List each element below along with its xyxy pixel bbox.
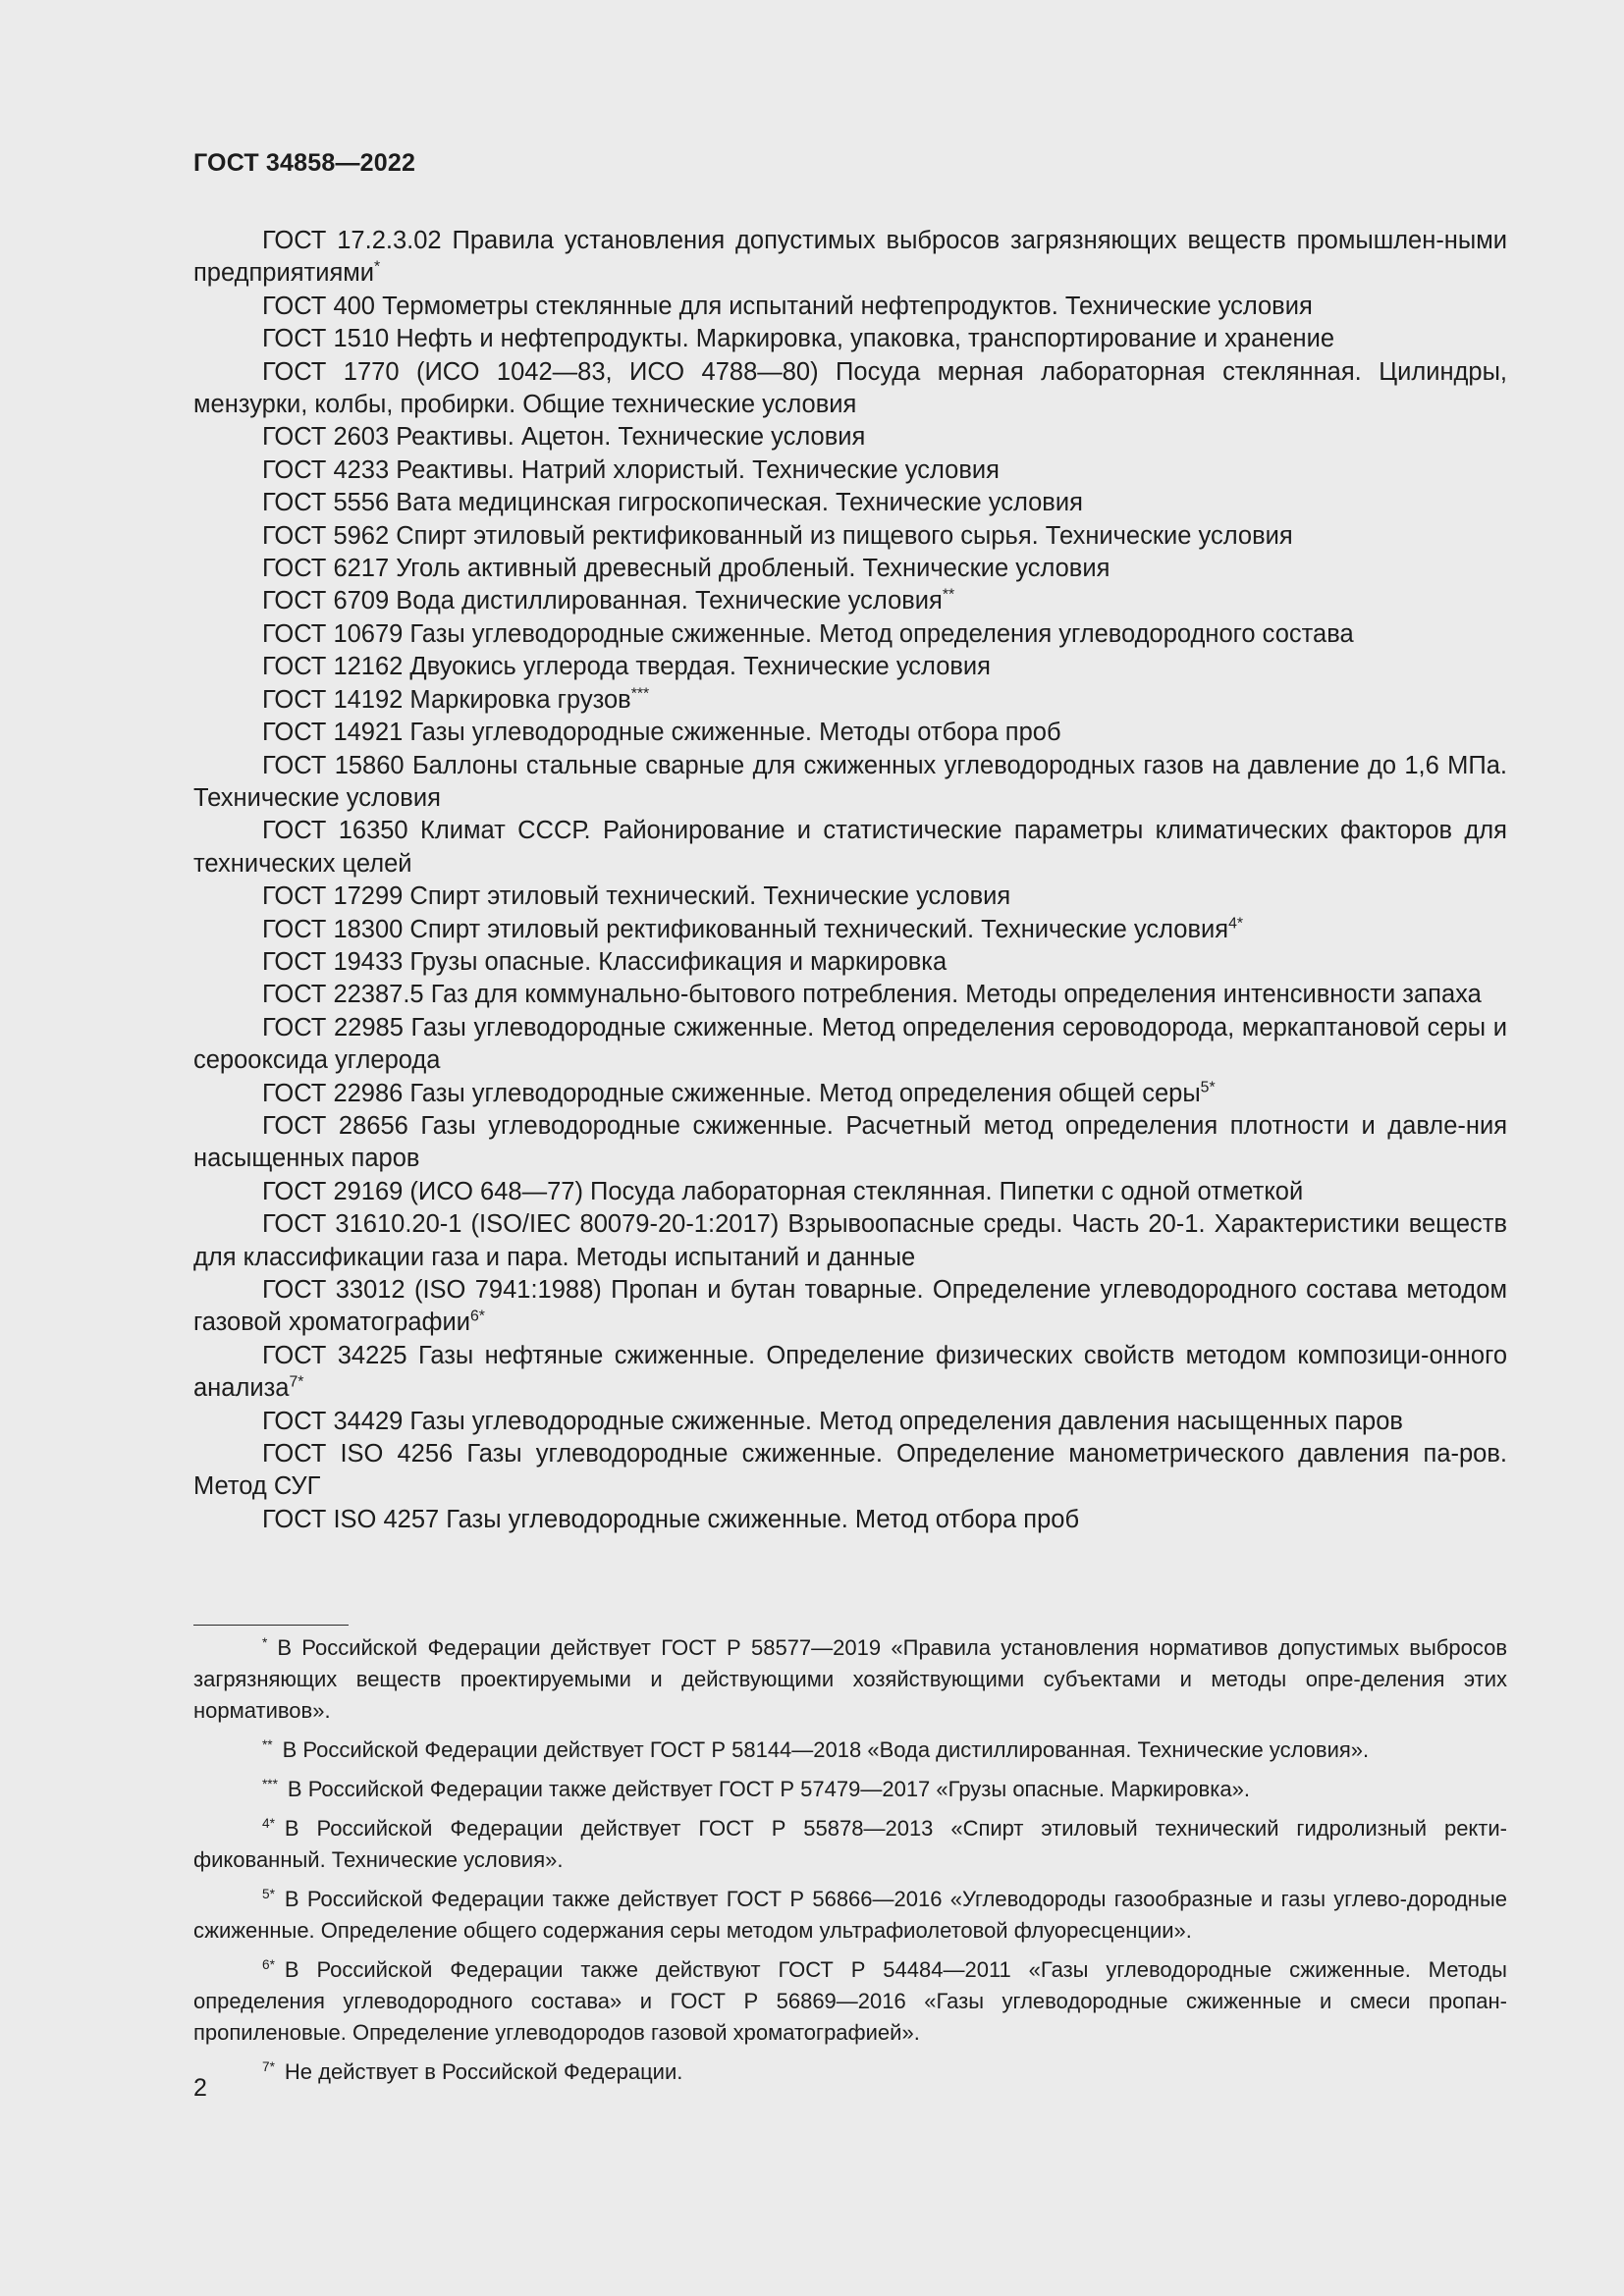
reference-item [193,1340,1507,1406]
footnote-mark: 4* [1228,915,1244,933]
footnote-mark: 6* [262,1956,275,1972]
footnote-item [193,1735,1507,1766]
reference-text: ГОСТ 10679 Газы углеводородные сжиженные. Метод определения углеводородного состава [262,619,1354,648]
footnote-mark: 5* [1200,1079,1216,1096]
reference-item [193,1078,1507,1110]
reference-text: ГОСТ 22985 Газы углеводородные сжиженные. Метод определения сероводорода, меркаптановой серы и серооксида углерода [193,1013,1507,1075]
reference-text: ГОСТ 16350 Климат СССР. Районирование и статистические параметры климатических факторов для технических целей [193,817,1507,878]
footnote-separator [193,1625,349,1626]
reference-text: ГОСТ 15860 Баллоны стальные сварные для сжиженных углеводородных газов на давление до 1,6 МПа. Технические условия [193,751,1507,812]
reference-item [193,1176,1507,1208]
reference-text: ГОСТ 18300 Спирт этиловый ректификованный технический. Технические условия [262,915,1229,943]
footnote-mark: 6* [469,1308,485,1325]
footnote-mark: *** [630,685,650,703]
footnote-text: В Российской Федерации действует ГОСТ Р 58144—2018 «Вода дистиллированная. Технические условия». [282,1737,1370,1762]
reference-text: ГОСТ 17299 Спирт этиловый технический. Технические условия [262,882,1011,911]
reference-item [193,881,1507,913]
reference-item [193,520,1507,553]
footnote-text: Не действует в Российской Федерации. [284,2059,683,2084]
normative-references [193,225,1507,1536]
footnote-item [193,1632,1507,1727]
reference-item [193,454,1507,487]
footnotes [193,1632,1507,2096]
reference-item [193,291,1507,323]
reference-item [193,487,1507,519]
footnote-text: В Российской Федерации действует ГОСТ Р 55878—2013 «Спирт этиловый технический гидролизный ректи-фикованный. Технические условия». [193,1816,1507,1872]
reference-item [193,553,1507,585]
footnote-item [193,1884,1507,1947]
reference-text: ГОСТ 14192 Маркировка грузов [262,685,631,714]
footnote-item [193,2056,1507,2088]
reference-text: ГОСТ 1510 Нефть и нефтепродукты. Маркировка, упаковка, транспортирование и хранение [262,325,1335,353]
reference-item [193,1274,1507,1340]
reference-text: ГОСТ ISO 4257 Газы углеводородные сжиженные. Метод отбора проб [262,1505,1080,1533]
reference-text: ГОСТ 34225 Газы нефтяные сжиженные. Определение физических свойств методом композици-онного анализа [193,1341,1507,1403]
reference-item [193,946,1507,979]
reference-text: ГОСТ 28656 Газы углеводородные сжиженные. Расчетный метод определения плотности и давле-ния насыщенных паров [193,1111,1507,1173]
reference-text: ГОСТ 6217 Уголь активный древесный дробленый. Технические условия [262,555,1110,583]
footnote-item [193,1954,1507,2049]
reference-item [193,979,1507,1011]
footnote-mark: 5* [262,1886,275,1901]
reference-text: ГОСТ 5962 Спирт этиловый ректификованный из пищевого сырья. Технические условия [262,521,1293,550]
reference-item [193,651,1507,683]
reference-item [193,717,1507,749]
footnote-mark: 7* [262,2058,275,2074]
reference-text: ГОСТ ISO 4256 Газы углеводородные сжиженные. Определение манометрического давления па-ров. Метод СУГ [193,1440,1507,1501]
reference-item [193,225,1507,291]
reference-item [193,684,1507,717]
reference-text: ГОСТ 400 Термометры стеклянные для испытаний нефтепродуктов. Технические условия [262,292,1313,320]
reference-item [193,815,1507,881]
reference-item [193,1406,1507,1438]
reference-item [193,750,1507,816]
document-header: ГОСТ 34858—2022 [193,149,416,177]
footnote-text: В Российской Федерации также действуют ГОСТ Р 54484—2011 «Газы углеводородные сжиженные. Методы определения углеводородного состава» и ГОСТ Р 56869—2016 «Газы углеводородные сжиженные и смеси пропан-пропиленовые. Определение углеводородов газовой хроматографией». [193,1957,1507,2045]
reference-item [193,585,1507,617]
reference-text: ГОСТ 14921 Газы углеводородные сжиженные. Методы отбора проб [262,719,1061,747]
reference-item [193,1438,1507,1504]
reference-text: ГОСТ 17.2.3.02 Правила установления допустимых выбросов загрязняющих веществ промышлен-ными предприятиями [193,227,1507,288]
footnote-mark: * [374,258,381,276]
reference-text: ГОСТ 34429 Газы углеводородные сжиженные. Метод определения давления насыщенных паров [262,1407,1403,1435]
footnote-item [193,1813,1507,1876]
reference-text: ГОСТ 19433 Грузы опасные. Классификация и маркировка [262,947,947,976]
reference-item [193,323,1507,355]
footnote-item [193,1774,1507,1805]
footnote-text: В Российской Федерации также действует ГОСТ Р 56866—2016 «Углеводороды газообразные и газы углево-дородные сжиженные. Определение общего содержания серы методом ультрафиолетовой флуоресценции». [193,1887,1507,1943]
footnote-text: В Российской Федерации действует ГОСТ Р 58577—2019 «Правила установления нормативов допустимых выбросов загрязняющих веществ проектируемыми и действующими хозяйствующими субъектами и методы опре-деления этих нормативов». [193,1635,1507,1723]
reference-text: ГОСТ 6709 Вода дистиллированная. Технические условия [262,587,943,615]
footnote-mark: 4* [262,1815,275,1831]
footnote-mark: *** [262,1776,278,1791]
reference-item [193,1208,1507,1274]
footnote-mark: * [262,1634,268,1650]
reference-item [193,356,1507,422]
reference-item [193,421,1507,454]
reference-item [193,914,1507,946]
reference-text: ГОСТ 12162 Двуокись углерода твердая. Технические условия [262,653,991,681]
reference-item [193,618,1507,651]
reference-item [193,1012,1507,1078]
footnote-text: В Российской Федерации также действует ГОСТ Р 57479—2017 «Грузы опасные. Маркировка». [287,1777,1250,1801]
footnote-mark: ** [942,586,955,604]
reference-text: ГОСТ 22986 Газы углеводородные сжиженные. Метод определения общей серы [262,1079,1201,1107]
reference-text: ГОСТ 22387.5 Газ для коммунально-бытового потребления. Методы определения интенсивности запаха [262,981,1482,1009]
reference-item [193,1110,1507,1176]
page-number: 2 [193,2074,207,2102]
reference-text: ГОСТ 4233 Реактивы. Натрий хлористый. Технические условия [262,455,1000,484]
reference-text: ГОСТ 31610.20-1 (ISO/IEC 80079-20-1:2017) Взрывоопасные среды. Часть 20-1. Характеристики веществ для классификации газа и пара. Методы испытаний и данные [193,1210,1507,1271]
reference-text: ГОСТ 33012 (ISO 7941:1988) Пропан и бутан товарные. Определение углеводородного состава методом газовой хроматографии [193,1276,1507,1337]
reference-text: ГОСТ 5556 Вата медицинская гигроскопическая. Технические условия [262,489,1083,517]
reference-text: ГОСТ 2603 Реактивы. Ацетон. Технические условия [262,423,866,452]
reference-text: ГОСТ 29169 (ИСО 648—77) Посуда лабораторная стеклянная. Пипетки с одной отметкой [262,1177,1304,1205]
reference-text: ГОСТ 1770 (ИСО 1042—83, ИСО 4788—80) Посуда мерная лабораторная стеклянная. Цилиндры, мензурки, колбы, пробирки. Общие технические условия [193,357,1507,419]
reference-item [193,1504,1507,1536]
footnote-mark: ** [262,1736,273,1752]
footnote-mark: 7* [289,1373,304,1391]
